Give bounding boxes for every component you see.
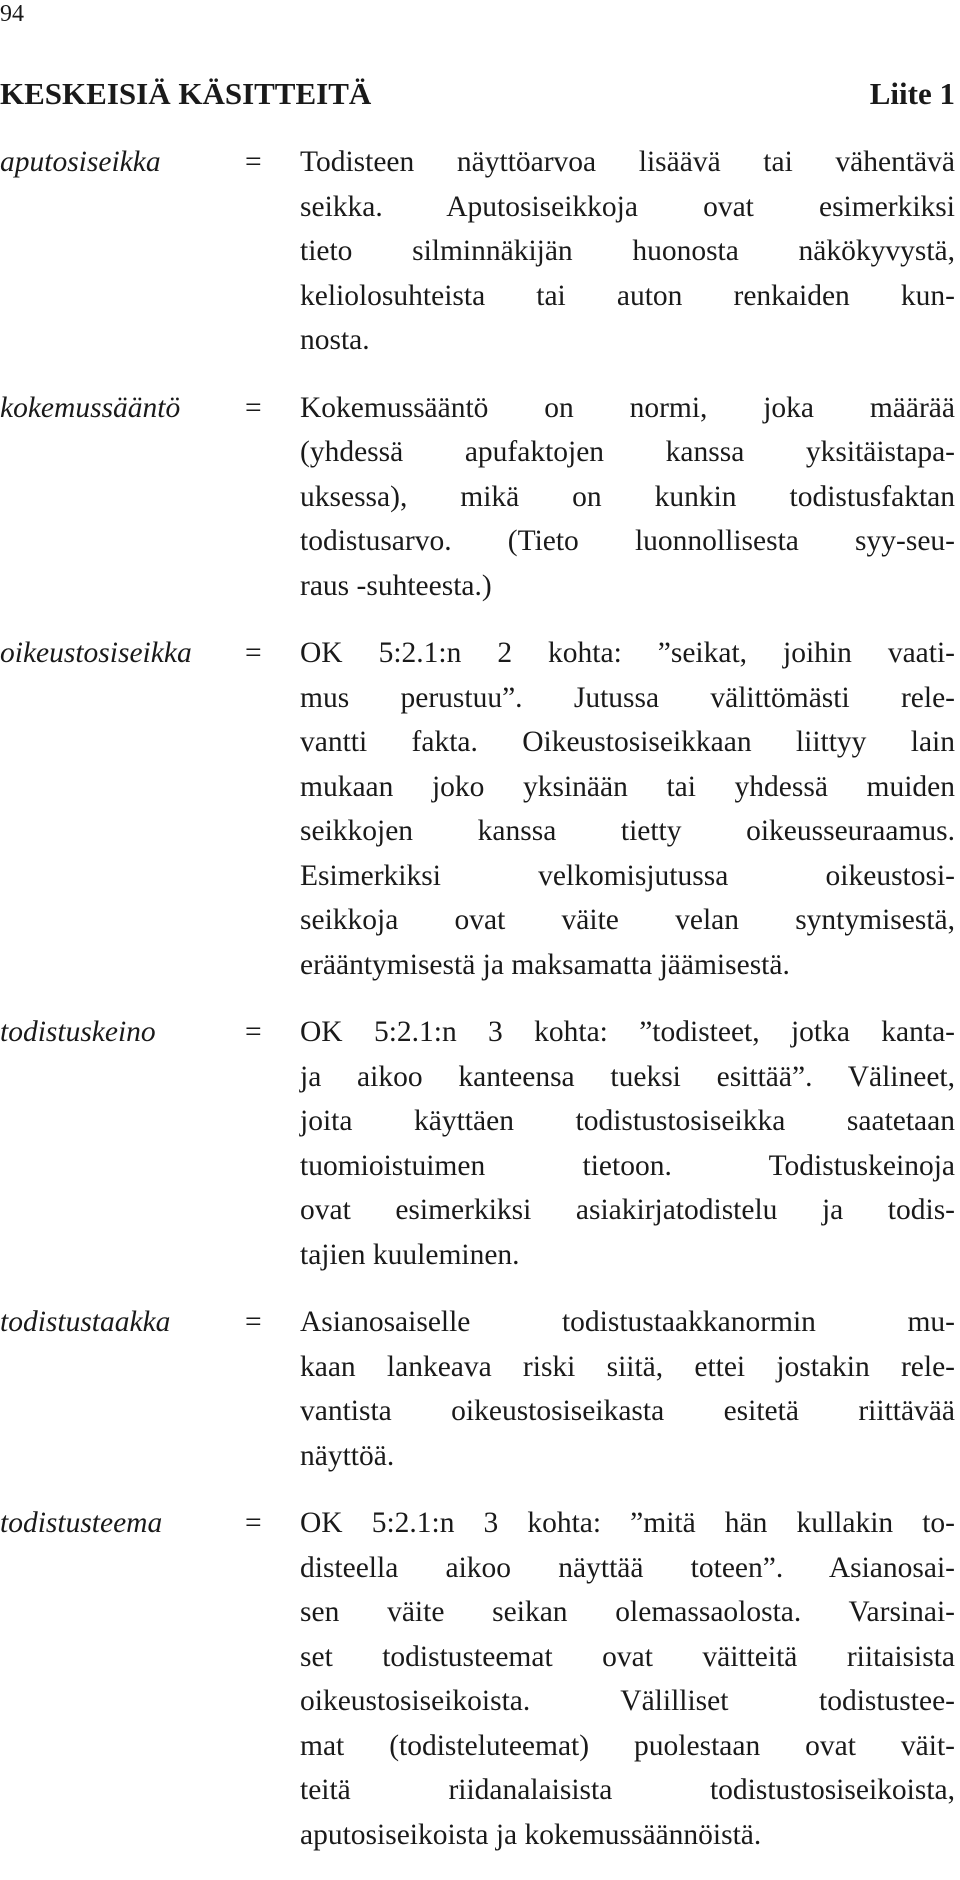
glossary-term: oikeustosiseikka bbox=[0, 637, 192, 669]
definition-line: erääntymisestä ja maksamatta jäämisestä. bbox=[300, 948, 790, 981]
glossary-entry bbox=[0, 1501, 955, 1857]
definition-line: vantista oikeustosiseikasta esitetä riittävää bbox=[300, 1395, 955, 1427]
glossary-definition bbox=[300, 1300, 955, 1478]
definition-line: mat (todisteluteemat) puolestaan ovat väit- bbox=[300, 1729, 955, 1762]
definition-line: ja aikoo kanteensa tueksi esittää”. Välineet, bbox=[300, 1060, 955, 1093]
glossary-term: aputosiseikka bbox=[0, 146, 161, 178]
definition-line: seikkoja ovat väite velan syntymisestä, bbox=[300, 904, 955, 936]
glossary-entry bbox=[0, 631, 955, 987]
definition-line: tajien kuuleminen. bbox=[300, 1238, 520, 1271]
definition-line: seikka. Aputosiseikkoja ovat esimerkiksi bbox=[300, 190, 955, 223]
equals-sign: = bbox=[245, 1016, 262, 1048]
equals-sign: = bbox=[245, 1306, 262, 1338]
glossary-entry bbox=[0, 1010, 955, 1277]
definition-line: teitä riidanalaisista todistustosiseikoista, bbox=[300, 1774, 955, 1806]
definition-line: set todistusteemat ovat väitteitä riitaisista bbox=[300, 1640, 955, 1673]
definition-line: oikeustosiseikoista. Välilliset todistustee- bbox=[300, 1685, 955, 1717]
definition-line: seikkojen kanssa tietty oikeusseuraamus. bbox=[300, 815, 955, 847]
glossary-definition bbox=[300, 1501, 955, 1857]
definition-line: nosta. bbox=[300, 324, 370, 356]
equals-sign: = bbox=[245, 391, 262, 424]
definition-line: vantti fakta. Oikeustosiseikkaan liittyy lain bbox=[300, 726, 955, 758]
definition-line: raus -suhteesta.) bbox=[300, 569, 492, 602]
definition-line: Asianosaiselle todistustaakkanormin mu- bbox=[300, 1306, 955, 1338]
definition-line: mus perustuu”. Jutussa välittömästi rele- bbox=[300, 681, 955, 714]
glossary-entry bbox=[0, 140, 955, 363]
definition-line: aputosiseikoista ja kokemussäännöistä. bbox=[300, 1818, 762, 1851]
section-title: KESKEISIÄ KÄSITTEITÄ bbox=[0, 76, 372, 111]
definition-line: OK 5:2.1:n 3 kohta: ”mitä hän kullakin to- bbox=[300, 1507, 955, 1539]
page-number: 94 bbox=[0, 1, 24, 27]
glossary-term: todistuskeino bbox=[0, 1016, 156, 1048]
definition-line: OK 5:2.1:n 3 kohta: ”todisteet, jotka kanta- bbox=[300, 1016, 955, 1048]
definition-line: (yhdessä apufaktojen kanssa yksitäistapa- bbox=[300, 436, 955, 468]
glossary-definition bbox=[300, 386, 955, 609]
definition-line: ovat esimerkiksi asiakirjatodistelu ja todis- bbox=[300, 1194, 955, 1226]
appendix-label: Liite 1 bbox=[869, 76, 955, 111]
definition-line: disteella aikoo näyttää toteen”. Asianosai- bbox=[300, 1551, 955, 1584]
definition-line: mukaan joko yksinään tai yhdessä muiden bbox=[300, 770, 955, 803]
definition-line: näyttöä. bbox=[300, 1439, 395, 1472]
glossary-definition bbox=[300, 1010, 955, 1277]
definition-line: tuomioistuimen tietoon. Todistuskeinoja bbox=[300, 1149, 955, 1182]
definition-line: keliolosuhteista tai auton renkaiden kun- bbox=[300, 279, 955, 312]
glossary-definition bbox=[300, 140, 955, 363]
appendix-header bbox=[0, 74, 955, 114]
definition-line: sen väite seikan olemassaolosta. Varsinai- bbox=[300, 1596, 955, 1628]
definition-line: joita käyttäen todistustosiseikka saatetaan bbox=[300, 1105, 955, 1137]
definition-line: Todisteen näyttöarvoa lisäävä tai vähentävä bbox=[300, 146, 955, 178]
definition-line: tieto silminnäkijän huonosta näkökyvystä, bbox=[300, 235, 955, 267]
equals-sign: = bbox=[245, 637, 262, 669]
glossary-entry bbox=[0, 386, 955, 609]
glossary-term: todistusteema bbox=[0, 1507, 163, 1539]
definition-line: todistusarvo. (Tieto luonnollisesta syy-seu- bbox=[300, 525, 955, 557]
equals-sign: = bbox=[245, 1507, 262, 1539]
definition-line: Kokemussääntö on normi, joka määrää bbox=[300, 391, 955, 424]
equals-sign: = bbox=[245, 146, 262, 178]
definition-line: OK 5:2.1:n 2 kohta: ”seikat, joihin vaati- bbox=[300, 637, 955, 669]
glossary-list bbox=[0, 140, 955, 1880]
glossary-term: kokemussääntö bbox=[0, 391, 181, 424]
definition-line: kaan lankeava riski siitä, ettei jostakin rele- bbox=[300, 1350, 955, 1383]
glossary-entry bbox=[0, 1300, 955, 1478]
glossary-definition bbox=[300, 631, 955, 987]
definition-line: uksessa), mikä on kunkin todistusfaktan bbox=[300, 480, 955, 513]
glossary-term: todistustaakka bbox=[0, 1306, 171, 1338]
definition-line: Esimerkiksi velkomisjutussa oikeustosi- bbox=[300, 859, 955, 892]
